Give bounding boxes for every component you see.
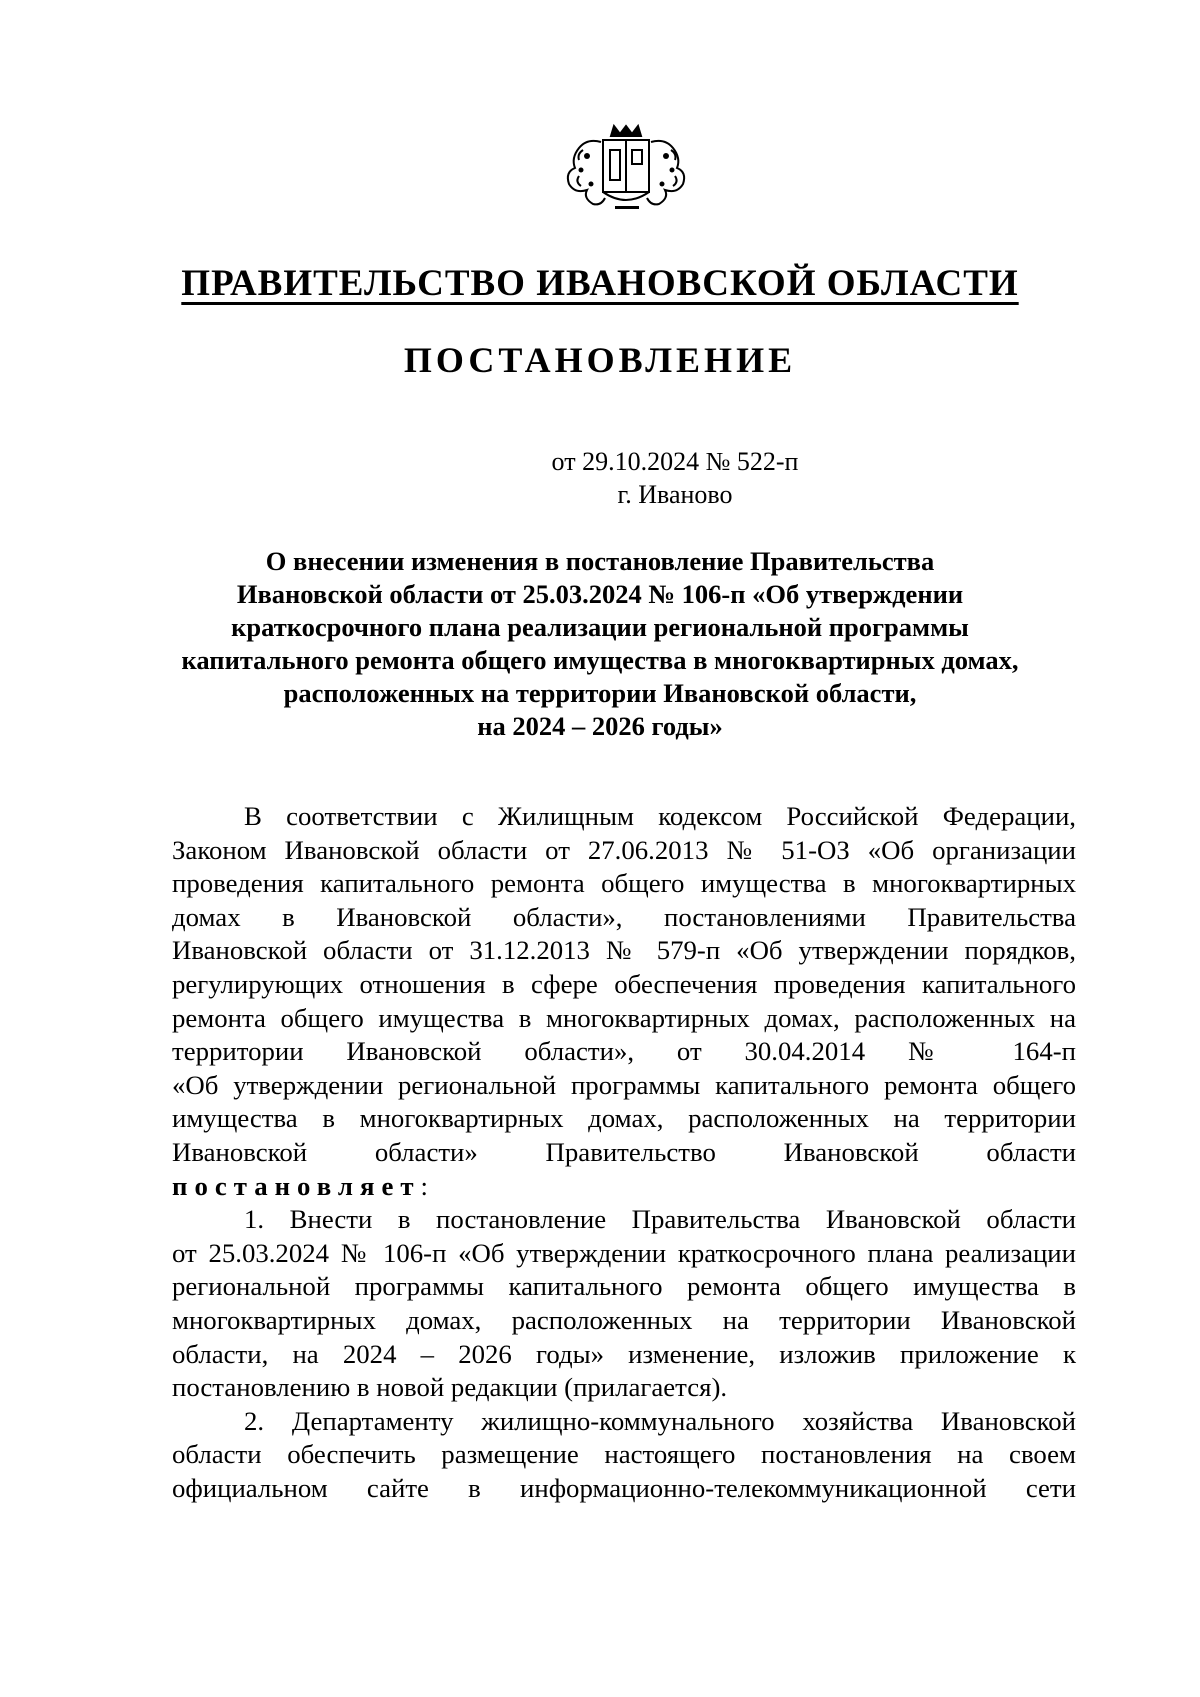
body-line: Ивановской области» Правительство Ивановской области: [172, 1136, 1076, 1167]
item1-line: многоквартирных домах, расположенных на территории Ивановской: [172, 1304, 1076, 1335]
body-line: регулирующих отношения в сфере обеспечения проведения капитального: [172, 968, 1076, 999]
title-line: О внесении изменения в постановление Правительства: [265, 546, 935, 576]
document-body: [172, 800, 1076, 1505]
organization-name: ПРАВИТЕЛЬСТВО ИВАНОВСКОЙ ОБЛАСТИ: [181, 263, 1019, 304]
body-line: «Об утверждении региональной программы капитального ремонта общего: [172, 1069, 1076, 1100]
title-line: краткосрочного плана реализации региональной программы: [231, 612, 969, 642]
item1-line: постановлению в новой редакции (прилагается).: [172, 1372, 728, 1403]
decree-word: постановляет: [172, 1170, 421, 1201]
body-line: имущества в многоквартирных домах, расположенных на территории: [172, 1103, 1076, 1134]
decree-line: [172, 1170, 1076, 1204]
date-number: от 29.10.2024 № 522-п: [551, 447, 799, 476]
body-line: Законом Ивановской области от 27.06.2013 № 51-ОЗ «Об организации: [172, 834, 1076, 865]
body-line: Ивановской области от 31.12.2013 № 579-п «Об утверждении порядков,: [172, 935, 1076, 966]
body-line: территории Ивановской области», от 30.04.2014 № 164-п: [172, 1036, 1076, 1067]
item1-line: от 25.03.2024 № 106-п «Об утверждении краткосрочного плана реализации: [172, 1237, 1076, 1268]
item1-line: региональной программы капитального ремонта общего имущества в: [172, 1271, 1076, 1302]
coat-of-arms-emblem: [563, 120, 690, 213]
body-line: В соответствии с Жилищным кодексом Российской Федерации,: [244, 801, 1076, 831]
body-line: домах в Ивановской области», постановлениями Правительства: [172, 901, 1076, 932]
document-meta: [0, 445, 1200, 511]
title-line: Ивановской области от 25.03.2024 № 106-п «Об утверждении: [236, 579, 964, 609]
item2-line: официальном сайте в информационно-телекоммуникационной сети: [172, 1472, 1076, 1503]
body-line: ремонта общего имущества в многоквартирных домах, расположенных на: [172, 1002, 1076, 1033]
item1-line: 1. Внести в постановление Правительства Ивановской области: [244, 1204, 1076, 1235]
document-title: [160, 545, 1040, 743]
title-line: расположенных на территории Ивановской области,: [283, 678, 917, 708]
item2-line: области обеспечить размещение настоящего постановления на своем: [172, 1439, 1076, 1470]
item2-line: 2. Департаменту жилищно-коммунального хозяйства Ивановской: [244, 1405, 1076, 1436]
item1-line: области, на 2024 – 2026 годы» изменение, изложив приложение к: [172, 1338, 1076, 1369]
decree-colon: :: [420, 1170, 428, 1201]
title-line: капитального ремонта общего имущества в многоквартирных домах,: [181, 645, 1019, 675]
title-line: на 2024 – 2026 годы»: [477, 711, 723, 741]
city: г. Иваново: [617, 480, 733, 509]
document-type-heading: ПОСТАНОВЛЕНИЕ: [403, 340, 797, 380]
body-line: проведения капитального ремонта общего имущества в многоквартирных: [172, 868, 1076, 899]
